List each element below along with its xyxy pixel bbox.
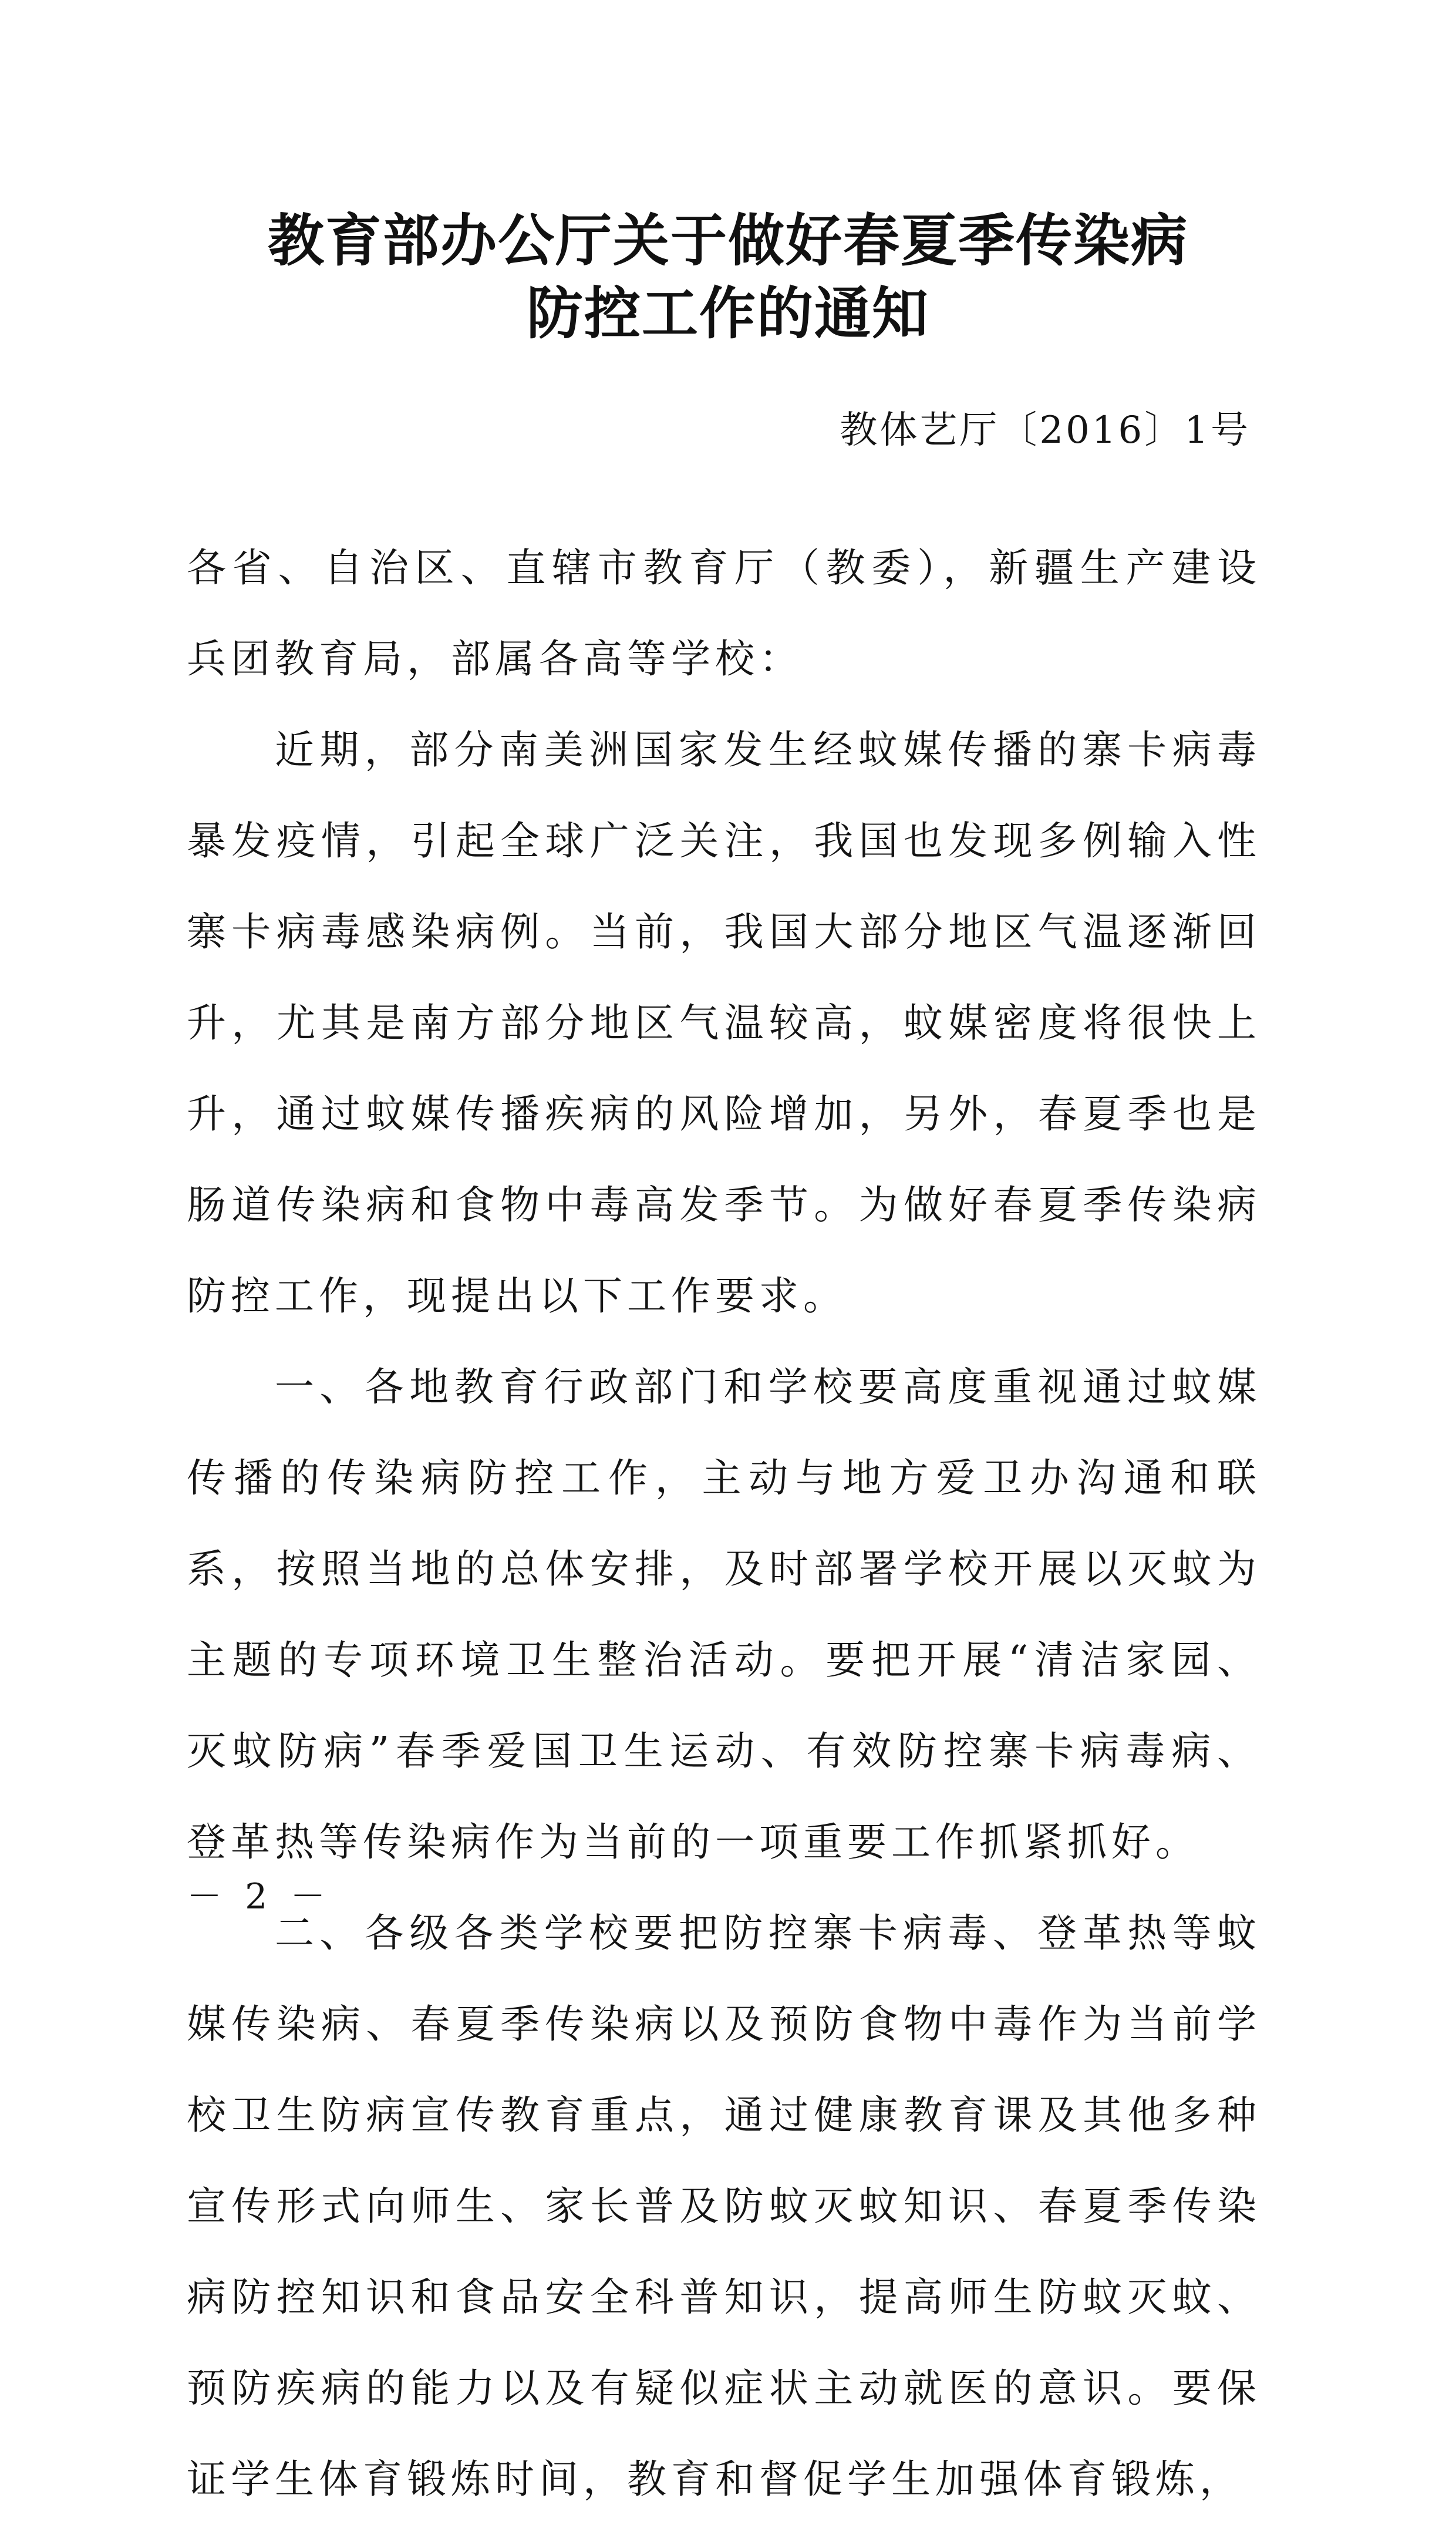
- paragraph-block-1: [187, 705, 1261, 1342]
- addressee-block: [187, 523, 1261, 705]
- page-number: － 2 －: [187, 1876, 332, 1917]
- paragraph-2: 一、各地教育行政部门和学校要高度重视通过蚊媒传播的传染病防控工作，主动与地方爱卫办沟通和联系，按照当地的总体安排，及时部署学校开展以灭蚊为主题的专项环境卫生整治活动。要把开展“清洁家园、灭蚊防病”春季爱国卫生运动、有效防控寨卡病毒病、登革热等传染病作为当前的一项重要工作抓紧抓好。: [187, 1364, 1261, 1865]
- document-title-line2: 防控工作的通知: [527, 281, 929, 346]
- paragraph-3: 二、各级各类学校要把防控寨卡病毒、登革热等蚊媒传染病、春夏季传染病以及预防食物中毒作为当前学校卫生防病宣传教育重点，通过健康教育课及其他多种宣传形式向师生、家长普及防蚊灭蚊知识、春夏季传染病防控知识和食品安全科普知识，提高师生防蚊灭蚊、预防疾病的能力以及有疑似症状主动就医的意识。要保证学生体育锻炼时间，教育和督促学生加强体育锻炼，: [187, 1910, 1261, 2502]
- addressee-text: 各省、自治区、直辖市教育厅（教委），新疆生产建设兵团教育局，部属各高等学校：: [187, 545, 1261, 682]
- paragraph-block-3: [187, 1888, 1261, 2525]
- paragraph-block-2: [187, 1342, 1261, 1888]
- document-number: 教体艺厅〔2016〕1号: [840, 409, 1251, 452]
- paragraph-1: 近期，部分南美洲国家发生经蚊媒传播的寨卡病毒暴发疫情，引起全球广泛关注，我国也发现多例输入性寨卡病毒感染病例。当前，我国大部分地区气温逐渐回升，尤其是南方部分地区气温较高，蚊媒密度将很快上升，通过蚊媒传播疾病的风险增加，另外，春夏季也是肠道传染病和食物中毒高发季节。为做好春夏季传染病防控工作，现提出以下工作要求。: [187, 727, 1261, 1319]
- document-title-line1: 教育部办公厅关于做好春夏季传染病: [268, 208, 1188, 274]
